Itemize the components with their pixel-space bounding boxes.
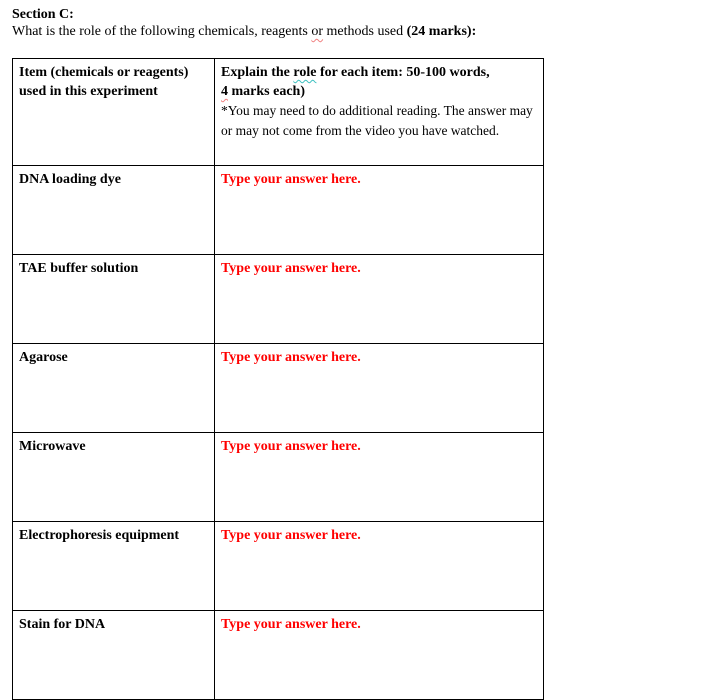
table-row <box>13 344 544 433</box>
item-label: TAE buffer solution <box>19 261 139 276</box>
question-prefix: What is the role of the following chemicals, reagents <box>12 24 312 39</box>
answer-placeholder[interactable]: Type your answer here. <box>221 261 361 276</box>
table-row <box>13 433 544 522</box>
table-row <box>13 522 544 611</box>
answer-cell[interactable] <box>215 433 544 522</box>
question-marks: (24 marks): <box>406 24 477 39</box>
section-title: Section C: <box>12 7 74 22</box>
answer-cell[interactable] <box>215 522 544 611</box>
header-role-word: role <box>293 65 317 80</box>
item-cell <box>13 255 215 344</box>
item-cell <box>13 522 215 611</box>
answer-cell[interactable] <box>215 611 544 700</box>
table-row <box>13 166 544 255</box>
table-row <box>13 611 544 700</box>
item-cell <box>13 344 215 433</box>
header-cell-explain <box>215 59 544 166</box>
item-cell <box>13 433 215 522</box>
item-label: Agarose <box>19 350 68 365</box>
answer-placeholder[interactable]: Type your answer here. <box>221 528 361 543</box>
header-explain-label: Explain the role for each item: 50-100 words, 4 marks each) <box>221 65 490 99</box>
answer-table <box>12 58 544 700</box>
item-label: DNA loading dye <box>19 172 121 187</box>
section-question <box>12 23 476 40</box>
item-cell <box>13 611 215 700</box>
header-four-word: 4 <box>221 84 228 99</box>
item-label: Electrophoresis equipment <box>19 528 180 543</box>
table-row <box>13 255 544 344</box>
header-item-label: Item (chemicals or reagents) used in this experiment <box>19 65 189 99</box>
answer-cell[interactable] <box>215 255 544 344</box>
answer-placeholder[interactable]: Type your answer here. <box>221 350 361 365</box>
header-note: *You may need to do additional reading. The answer may or may not come from the video you have watched. <box>221 103 533 138</box>
answer-cell[interactable] <box>215 344 544 433</box>
header-cell-item <box>13 59 215 166</box>
question-or-word: or <box>311 24 324 39</box>
question-mid: methods used <box>323 24 407 39</box>
item-cell <box>13 166 215 255</box>
answer-placeholder[interactable]: Type your answer here. <box>221 439 361 454</box>
answer-placeholder[interactable]: Type your answer here. <box>221 617 361 632</box>
answer-cell[interactable] <box>215 166 544 255</box>
table-header-row <box>13 59 544 166</box>
item-label: Microwave <box>19 439 86 454</box>
item-label: Stain for DNA <box>19 617 106 632</box>
answer-placeholder[interactable]: Type your answer here. <box>221 172 361 187</box>
